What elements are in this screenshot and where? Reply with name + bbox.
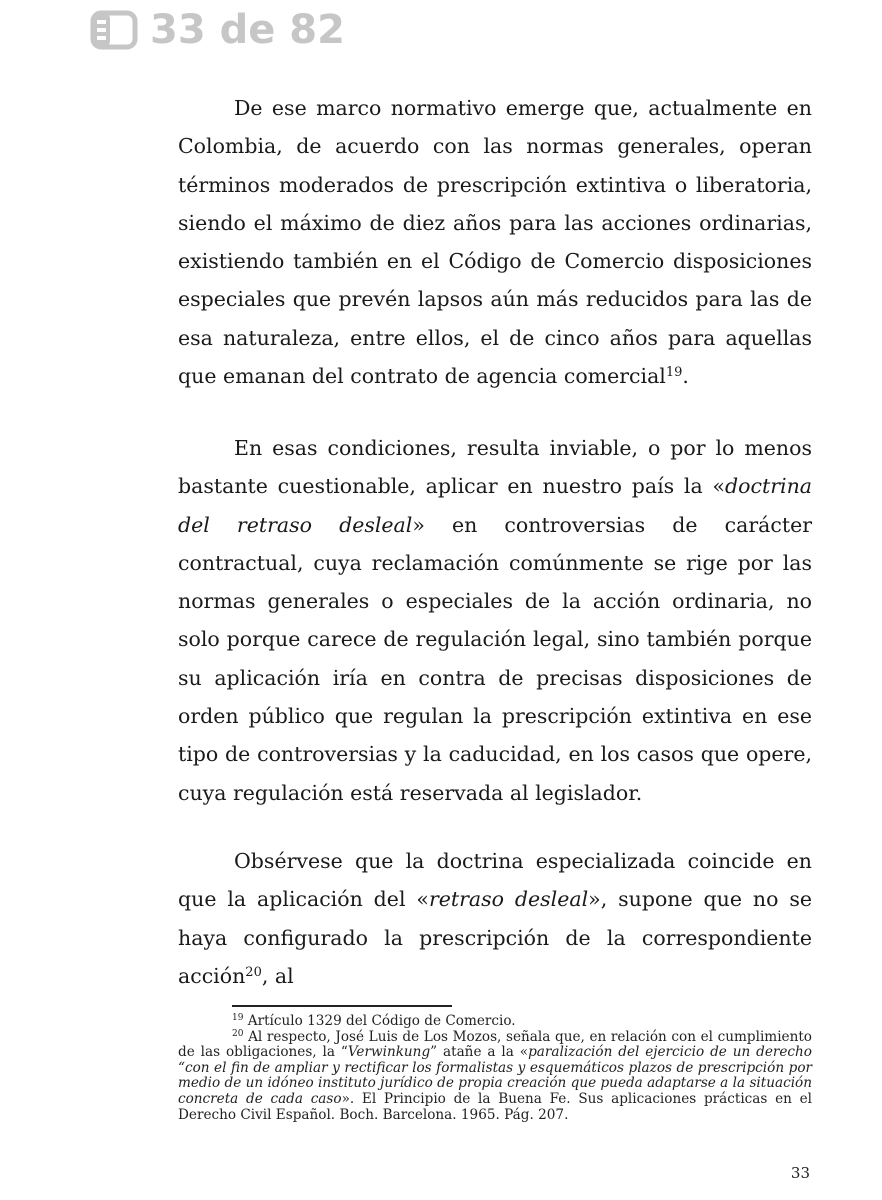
footnote-italic: Verwinkung: [347, 1044, 431, 1061]
body-paragraph: [178, 842, 812, 995]
body-paragraph: [178, 429, 812, 812]
sidebar-toggle-icon[interactable]: [90, 10, 138, 50]
page-indicator-label: 33 de 82: [150, 7, 345, 53]
footnote-ref[interactable]: 19: [665, 365, 683, 381]
italic-term: retraso desleal: [428, 887, 589, 912]
footnote-number: 20: [232, 1028, 244, 1039]
paragraph-text: », supone que no se haya configurado la prescripción de la correspondiente acción: [178, 887, 812, 988]
paragraph-text: » en controversias de carácter contractual, cuya reclamación comúnmente se rige por las normas generales o especiales de la acción ordinaria, no solo porque carece de regulación legal, sino también porque su aplicación iría en contra de precisas disposiciones de orden público que regulan la prescripción extintiva en ese tipo de controversias y la caducidad, en los casos que opere, cuya regulación está reservada al legislador.: [178, 512, 813, 805]
paragraph-text: Obsérvese que la doctrina especializada coincide en que la aplicación del «: [178, 849, 812, 912]
footnotes: [178, 1014, 812, 1123]
page-indicator[interactable]: [90, 8, 345, 52]
paragraph-end: .: [682, 364, 689, 389]
page-number: 33: [790, 1164, 810, 1182]
footnote-italic: paralización del ejercicio de un derecho “con el fin de ampliar y rectificar los formalistas y esquemáticos plazos de prescripción por medio de un idóneo instituto jurídico de propia creación que pueda adaptarse a la situación concreta de cada caso: [178, 1044, 812, 1107]
footnote-ref[interactable]: 20: [245, 964, 262, 980]
footnote-text: ». El Principio de la Buena Fe. Sus aplicaciones prácticas en el Derecho Civil Español. Boch. Barcelona. 1965. Pág. 207.: [178, 1090, 812, 1123]
footnote-19: [178, 1014, 812, 1030]
italic-term: doctrina del retraso desleal: [178, 474, 812, 537]
footnote-20: [178, 1030, 812, 1124]
body-paragraph: [178, 89, 812, 395]
footnote-divider: [232, 1005, 452, 1007]
footnote-number: 19: [232, 1013, 244, 1023]
footnote-text: ” atañe a la «: [430, 1044, 529, 1061]
footnote-text: Al respecto, José Luis de Los Mozos, señala que, en relación con el cumplimiento de las obligaciones, la “: [178, 1028, 812, 1061]
paragraph-text: En esas condiciones, resulta inviable, o por lo menos bastante cuestionable, aplicar en nuestro país la «: [178, 436, 812, 499]
footnote-text: Artículo 1329 del Código de Comercio.: [243, 1013, 516, 1029]
paragraph-text: , al: [261, 963, 294, 988]
paragraph-text: De ese marco normativo emerge que, actualmente en Colombia, de acuerdo con las normas generales, operan términos moderados de prescripción extintiva o liberatoria, siendo el máximo de diez años para las acciones ordinarias, existiendo también en el Código de Comercio disposiciones especiales que prevén lapsos aún más reducidos para las de esa naturaleza, entre ellos, el de cinco años para aquellas que emanan del contrato de agencia comercial: [178, 96, 812, 389]
